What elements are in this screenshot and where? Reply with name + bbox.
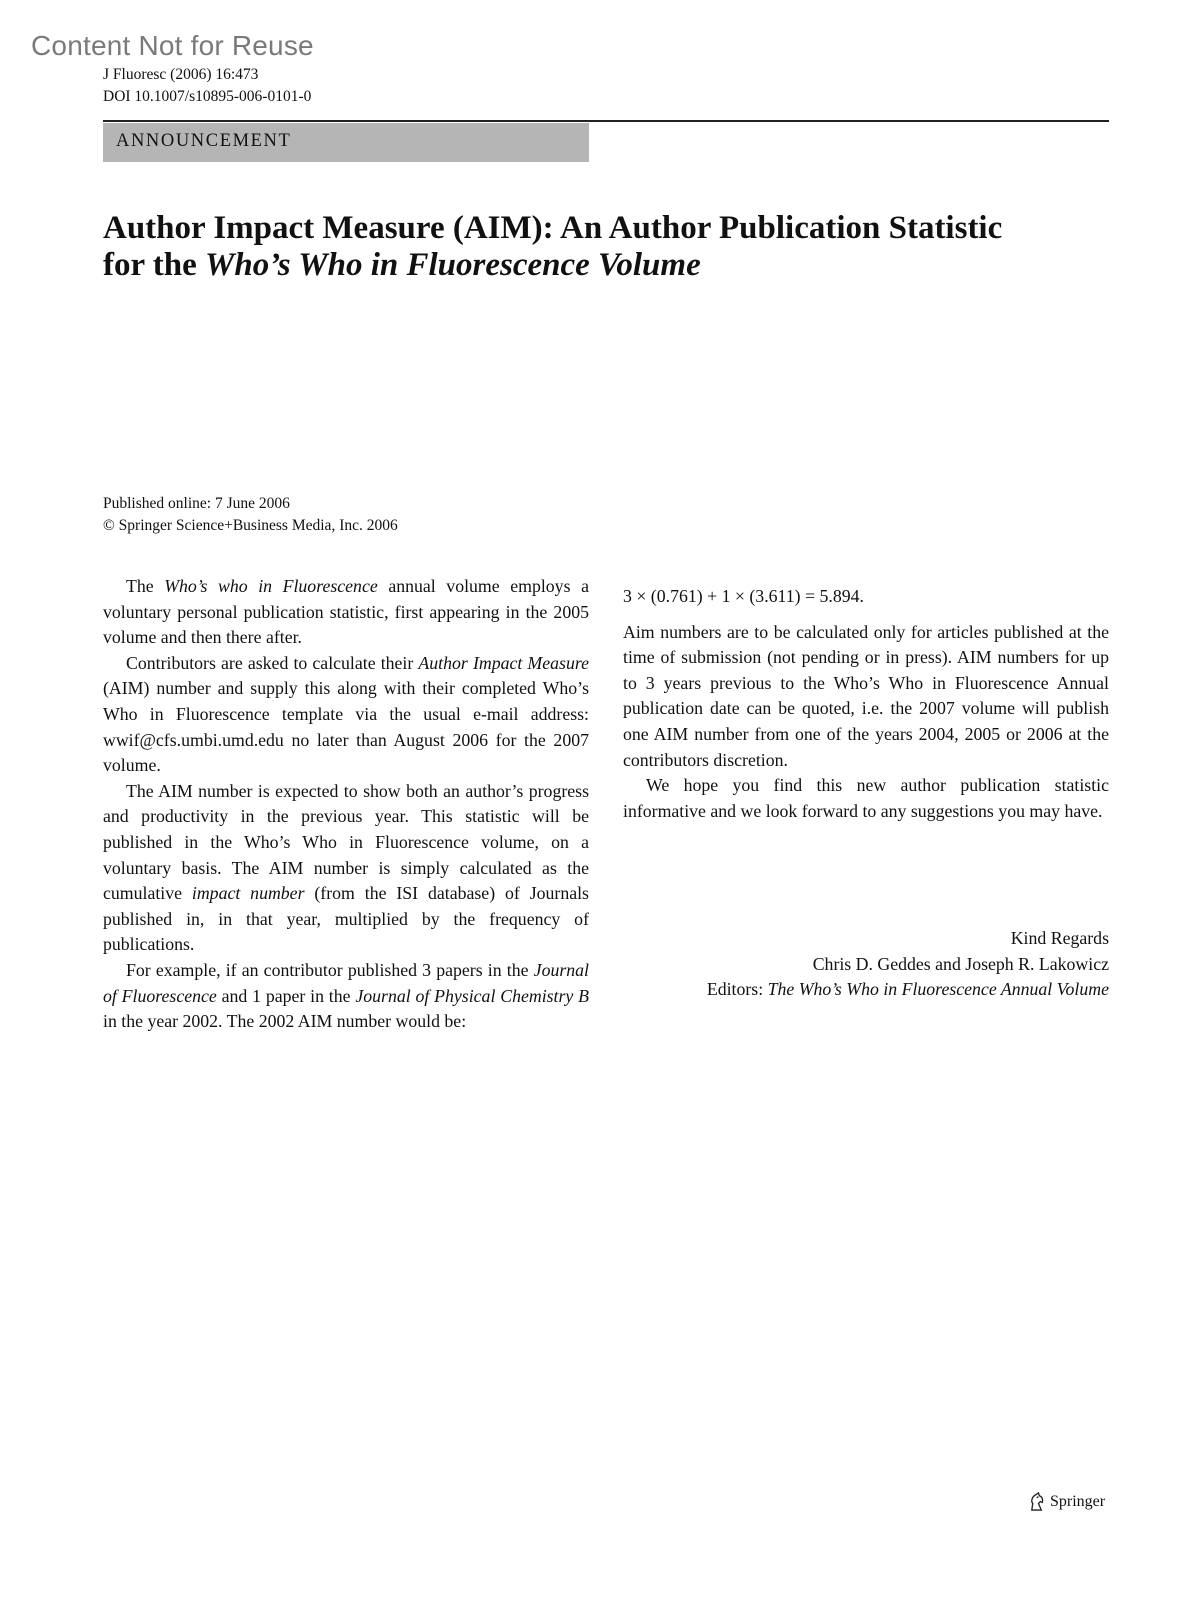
journal-reference: J Fluoresc (2006) 16:473 <box>103 66 259 83</box>
copyright-text: Springer Science+Business Media, Inc. 2006 <box>118 517 398 534</box>
body-column-left <box>103 574 589 1035</box>
publication-info <box>103 493 398 537</box>
paragraph-6 <box>623 773 1109 824</box>
article-title <box>103 210 1109 284</box>
italic-run: impact number <box>191 883 305 904</box>
editors-volume-title: The Who’s Who in Fluorescence Annual Volume <box>767 979 1109 1000</box>
italic-run: Who’s who in Fluorescence <box>164 576 378 596</box>
closing: Kind Regards <box>1010 928 1109 948</box>
title-line-2 <box>103 247 1109 284</box>
doi[interactable]: DOI 10.1007/s10895-006-0101-0 <box>103 88 312 105</box>
text-run: Contributors are asked to calculate their <box>126 652 419 673</box>
paragraph-3 <box>103 779 589 958</box>
published-online: Published online: 7 June 2006 <box>103 495 290 512</box>
signoff <box>623 926 1109 1003</box>
title-line-2-italic: Who’s Who in Fluorescence Volume <box>205 247 701 283</box>
publisher-name: Springer <box>1050 1492 1106 1510</box>
text-run: (from the ISI database) of Journals published in, in that year, multiplied by the frequency of publications. <box>103 883 589 955</box>
paragraph-1 <box>103 574 589 651</box>
editor-names: Chris D. Geddes and Joseph R. Lakowicz <box>812 953 1109 974</box>
paragraph-5 <box>623 620 1109 774</box>
text-run: in the year 2002. The 2002 AIM number would be: <box>103 1011 467 1032</box>
italic-run: Journal of Physical Chemistry B <box>355 985 589 1006</box>
title-line-1: Author Impact Measure (AIM): An Author Publication Statistic <box>103 210 1003 246</box>
text-run: and 1 paper in the <box>216 985 356 1006</box>
springer-horse-icon <box>1028 1491 1047 1512</box>
editors-label: Editors: <box>706 979 768 1000</box>
text-run: (AIM) number and supply this along with their completed Who’s Who in Fluorescence template via the usual e-mail address: wwif@cfs.umbi.umd.edu no later than August 2006 for the 2007 volume. <box>103 678 589 776</box>
italic-run: Journal of Fluorescence <box>103 959 589 1006</box>
italic-run: Author Impact Measure <box>418 652 589 673</box>
paragraph-2 <box>103 651 589 779</box>
editors-line <box>623 977 1109 1003</box>
text-run: We hope you find this new author publication statistic informative and we look forward to any suggestions you may have. <box>623 775 1109 821</box>
copyright-line <box>103 515 398 537</box>
copyright-symbol: © <box>103 517 115 534</box>
paragraph-4 <box>103 958 589 1035</box>
text-run: annual volume employs a voluntary personal publication statistic, first appearing in the 2005 volume and then there after. <box>103 576 589 648</box>
text-run: For example, if an contributor published 3 papers in the <box>126 959 534 980</box>
section-label: ANNOUNCEMENT <box>116 131 292 151</box>
text-run: Aim numbers are to be calculated only for articles published at the time of submission (not pending or in press). AIM numbers for up to 3 years previous to the Who’s Who in Fluorescence Annual publication date can be quoted, i.e. the 2007 volume will publish one AIM number from one of the years 2004, 2005 or 2006 at the contributors discretion. <box>623 621 1109 770</box>
section-band <box>103 123 589 162</box>
body-column-right <box>623 574 1109 824</box>
header-rule <box>103 120 1109 122</box>
text-run: The AIM number is expected to show both an author’s progress and productivity in the previous year. This statistic will be published in the Who’s Who in Fluorescence volume, on a voluntary basis. The AIM number is simply calculated as the cumulative <box>103 780 589 904</box>
text-run: The <box>126 576 165 596</box>
aim-equation: 3 × (0.761) + 1 × (3.611) = 5.894. <box>623 586 864 606</box>
watermark: Content Not for Reuse <box>31 30 314 61</box>
publisher-logo <box>1028 1491 1105 1512</box>
title-line-2-prefix: for the <box>103 247 206 283</box>
